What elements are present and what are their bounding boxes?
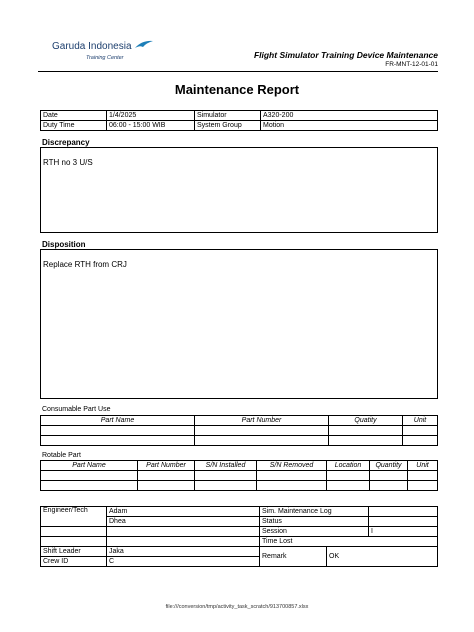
- table-cell: [195, 426, 329, 436]
- table-row: [41, 507, 438, 517]
- column-header: Part Name: [41, 461, 138, 471]
- table-cell: [107, 537, 260, 547]
- remark-value: OK: [327, 547, 438, 567]
- table-cell: [41, 537, 107, 547]
- table-row: [41, 547, 438, 557]
- column-header: Unit: [403, 416, 438, 426]
- table-row: [41, 537, 438, 547]
- table-cell: [195, 436, 329, 446]
- column-header: Quatity: [329, 416, 403, 426]
- logo-name: Garuda Indonesia: [52, 41, 132, 52]
- disposition-label: Disposition: [42, 240, 86, 249]
- discrepancy-label: Discrepancy: [42, 138, 90, 147]
- document-title: Flight Simulator Training Device Maintenance: [253, 50, 438, 60]
- table-cell: [257, 481, 327, 491]
- table-cell: [138, 471, 195, 481]
- column-header: Part Name: [41, 416, 195, 426]
- report-title: Maintenance Report: [174, 82, 300, 97]
- crew-id-value: C: [107, 557, 260, 567]
- table-cell: [329, 436, 403, 446]
- table-cell: [41, 527, 107, 537]
- disposition-text: Replace RTH from CRJ: [43, 260, 127, 269]
- simulator-label: Simulator: [195, 111, 261, 121]
- simulator-value: A320-200: [261, 111, 438, 121]
- table-header-row: [41, 461, 438, 471]
- table-cell: [195, 481, 257, 491]
- session-label: Session: [260, 527, 369, 537]
- system-group-value: Motion: [261, 121, 438, 131]
- table-row: [41, 111, 438, 121]
- status-value: [369, 517, 438, 527]
- table-cell: [41, 426, 195, 436]
- footer-file-path: file:///conversion/tmp/activity_task_scratch/913700857.xlsx: [165, 604, 309, 610]
- table-cell: [327, 471, 370, 481]
- table-cell: [408, 481, 438, 491]
- column-header: Location: [327, 461, 370, 471]
- crew-id-label: Crew ID: [41, 557, 107, 567]
- table-row: [41, 121, 438, 131]
- discrepancy-text: RTH no 3 U/S: [43, 158, 93, 167]
- column-header: Unit: [408, 461, 438, 471]
- consumable-label: Consumable Part Use: [42, 406, 111, 413]
- engineer-1-value: Adam: [107, 507, 260, 517]
- logo-subtitle: Training Center: [86, 55, 124, 61]
- date-label: Date: [41, 111, 107, 121]
- disposition-box: [40, 249, 438, 399]
- garuda-bird-icon: [134, 39, 154, 51]
- table-row: [41, 527, 438, 537]
- engineer-label: Engineer/Tech: [41, 507, 107, 527]
- table-cell: [370, 481, 408, 491]
- column-header: S/N Removed: [257, 461, 327, 471]
- rotable-table: [40, 460, 438, 491]
- table-row: [41, 426, 438, 436]
- rotable-label: Rotable Part: [42, 452, 81, 459]
- shift-leader-value: Jaka: [107, 547, 260, 557]
- column-header: Quantity: [370, 461, 408, 471]
- table-cell: [195, 471, 257, 481]
- remark-label: Remark: [260, 547, 327, 567]
- table-cell: [138, 481, 195, 491]
- sim-log-value: [369, 507, 438, 517]
- table-row: [41, 436, 438, 446]
- table-cell: [403, 436, 438, 446]
- header-divider: [38, 71, 438, 72]
- duty-time-value: 06:00 - 15:00 WIB: [107, 121, 195, 131]
- status-label: Status: [260, 517, 369, 527]
- table-cell: [403, 426, 438, 436]
- discrepancy-box: [40, 147, 438, 233]
- column-header: S/N Installed: [195, 461, 257, 471]
- table-cell: [370, 471, 408, 481]
- date-value: 1/4/2025: [107, 111, 195, 121]
- sim-log-label: Sim. Maintenance Log: [260, 507, 369, 517]
- document-code: FR-MNT-12-01-01: [385, 61, 438, 68]
- table-header-row: [41, 416, 438, 426]
- table-cell: [41, 471, 138, 481]
- engineer-2-value: Dhea: [107, 517, 260, 527]
- table-row: [41, 481, 438, 491]
- shift-leader-label: Shift Leader: [41, 547, 107, 557]
- time-lost-label: Time Lost: [260, 537, 438, 547]
- consumable-table: [40, 415, 438, 446]
- table-cell: [107, 527, 260, 537]
- company-logo: [52, 39, 172, 69]
- table-cell: [329, 426, 403, 436]
- table-row: [41, 471, 438, 481]
- info-table: [40, 110, 438, 131]
- signoff-table: [40, 506, 438, 567]
- session-value: I: [369, 527, 438, 537]
- column-header: Part Number: [138, 461, 195, 471]
- table-cell: [327, 481, 370, 491]
- column-header: Part Number: [195, 416, 329, 426]
- table-cell: [408, 471, 438, 481]
- table-cell: [257, 471, 327, 481]
- table-cell: [41, 436, 195, 446]
- duty-time-label: Duty Time: [41, 121, 107, 131]
- table-cell: [41, 481, 138, 491]
- system-group-label: System Group: [195, 121, 261, 131]
